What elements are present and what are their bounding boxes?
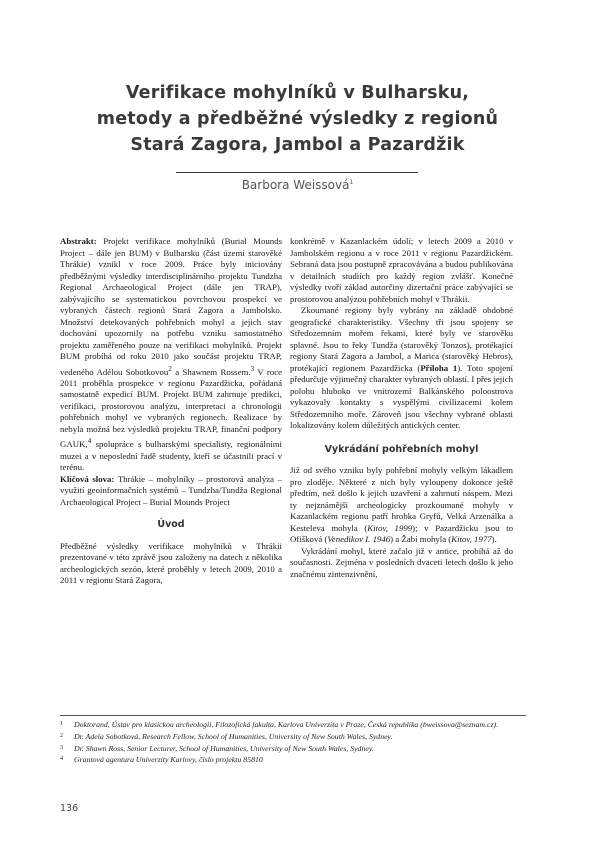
section-heading-uvod: Úvod <box>157 519 185 531</box>
p3-text-a: Již od svého vzniku byly pohřební mohyly velkým lákadlem pro zloděje. Některé z nich byly vyloupeny dokonce ještě předtím, než došlo k jejich uzavření a zahrnutí náspem. Mezi ty nejznámější archeologicky prozkoumané mohyly v Kazanlackém regionu patří hrobka Gryfů, Velká Arzenálka a Kesteleva mohyla ( <box>290 465 513 533</box>
title-line-1: Verifikace mohylníků v Bulharsku, <box>125 83 470 103</box>
footnote-number: 4 <box>60 756 63 763</box>
footnote <box>60 755 530 765</box>
citation-kitov-1999: Kitov, 1999 <box>367 522 413 533</box>
footnote-ref-4: 4 <box>87 436 92 446</box>
keywords-label: Klíčová slova: <box>60 473 115 484</box>
footnote-text: Dr. Shawn Ross, Senior Lecturer, School of Humanities, University of New South Wales, Sydney. <box>74 743 374 753</box>
title-divider <box>176 172 418 173</box>
body-paragraph-1: konkrétně v Kazanlackém údolí; v letech 2009 a 2010 v Jambolském regionu a v roce 2011 v regionu Pazardžickém. Sebraná data jsou postupně zpracovávána a budou publikována v detailních studiích pro každý region zvlášť. Konečné výsledky tvoří základ autorčiny dizertační práce zabývající se prostorovou analýzou pohřebních mohyl v Thrákii. <box>290 236 513 304</box>
title-line-2: metody a předběžné výsledky z regionů <box>96 109 499 129</box>
abstract-label: Abstrakt: <box>60 236 97 246</box>
p3-text-d: ). <box>491 534 497 544</box>
abstract-text-d: spolupráce s bulharskými specialisty, regionálními muzei a v neposlední řadě studenty, kteří se účastnili prací v terénu. <box>60 439 282 473</box>
abstract-text-c: V roce 2011 proběhla prospekce v regionu Pazardžicka, pořádaná samostatně expedicí BUM. Projekt BUM zahrnuje predikci, verifikaci, prostorovou analýzu, interpretaci a chronologii pohřebních mohyl ve vybraných regionech. Realizace by nebyla možná bez výsledků projektu TRAP, finanční podpory GAUK, <box>60 366 282 450</box>
body-paragraph-2 <box>290 305 513 432</box>
footnote-ref-2: 2 <box>168 363 172 373</box>
citation-kitov-1977: Kitov, 1977 <box>451 534 492 544</box>
footnote-number: 2 <box>60 732 63 739</box>
author-line <box>0 178 595 192</box>
author-name: Barbora Weissová <box>241 178 350 192</box>
page-number: 136 <box>60 803 79 814</box>
body-paragraph-3 <box>290 465 513 546</box>
keywords-text: Thrákie – mohylníky – prostorová analýza – využití geoinformačních systémů – Tundzha/Tundža Regional Archaeological Project – Burial Mounds Project <box>60 473 283 507</box>
citation-venedikov-1946: Venedikov I. 1946 <box>327 534 391 544</box>
footnotes <box>60 720 530 767</box>
keywords-paragraph <box>60 474 282 509</box>
footnote-ref-3: 3 <box>250 363 255 373</box>
footnote-text: Grantová agentura Univerzity Karlovy, číslo projektu 85810 <box>74 755 263 765</box>
footnote-text: Doktorand, Ústav pro klasickou archeologii, Filozofická fakulta, Karlova Univerzita v Praze, Česká republika (bweissova@seznam.cz). <box>74 720 499 729</box>
abstract-text-b: a Shawnem Rossem. <box>171 366 251 377</box>
footnote-number: 1 <box>60 721 63 727</box>
author-footnote-mark: 1 <box>349 179 354 186</box>
body-paragraph-4: Vykrádání mohyl, které začalo již v antice, probíhá až do současnosti. Zejména v posledních dvaceti letech došlo k jeho značnému zintenzivnění, <box>290 545 513 579</box>
footnote-divider <box>60 715 526 716</box>
title-line-3: Stará Zagora, Jambol a Pazardžik <box>130 135 465 155</box>
footnote-text: Dr. Adela Sobotková, Research Fellow, School of Humanities, University of New South Wales, Sydney. <box>74 731 393 741</box>
footnote-number: 3 <box>60 744 63 751</box>
article-title <box>40 80 555 158</box>
abstract-paragraph <box>60 236 282 474</box>
footnote <box>60 732 530 742</box>
right-column <box>290 236 513 580</box>
footnote <box>60 744 530 754</box>
uvod-paragraph: Předběžné výsledky verifikace mohylníků v Thrákii prezentované v této zprávě jsou založeny na datech z několika archeologických sezón, které proběhly v letech 2009, 2010 a 2011 v regionu Stará Zagora, <box>60 540 282 586</box>
p2-text-a: Zkoumané regiony byly vybrány na základě obdobné geografické charakteristiky. Všechny tři jsou spojeny se Středozemním mořem řekami, které byly ve starověku splavné. Jsou to řeky Tundža (starověký Tonzos), protékající regiony Stará Zagora a Jambol, a Marica (starověký Hebros), protékající regionem Pazardžicka ( <box>290 305 513 373</box>
p3-text-b: ); v Pazardžicku jsou to Ofišková ( <box>290 522 514 544</box>
appendix-ref: Příloha 1 <box>420 362 458 373</box>
p2-text-b: ). Toto spojení předurčuje výjimečný charakter vybraných oblastí. I přes jejich polohu hluboko ve vnitrozemí Balkánského poloostrova vykazovaly kontakty s vyspělými civilizacemi kolem Středozemního moře. Zároveň jsou všechny vybrané oblasti lokalizovány kolem důležitých antických center. <box>290 362 513 430</box>
section-heading-vykradani: Vykrádání pohřebních mohyl <box>324 443 479 455</box>
footnote <box>60 720 530 730</box>
p3-text-c: ) a Žabí mohyla ( <box>390 534 452 544</box>
abstract-text-a: Projekt verifikace mohylníků (Burial Mounds Project – dále jen BUM) v Bulharsku (část území starověké Thrákie) vznikl v roce 2009. Práce byly iniciovány předběžnými výsledky interdisciplinárního projektu Tundzha Regional Archaeological Project (dále jen TRAP), zabývajícího se systematickou povrchovou prospekcí ve vybraných částech regionů Stará Zagora a Jambolsko. Množství detekovaných pohřebních mohyl a jejich stav dochování upozornily na potřebu vzniku samostatného projektu zaměřeného pouze na verifikaci mohylníků. Projekt BUM probíhá od roku 2010 jako součást projektu TRAP, vedeného Adélou Sobotkovou <box>60 236 282 377</box>
left-column <box>60 236 282 587</box>
